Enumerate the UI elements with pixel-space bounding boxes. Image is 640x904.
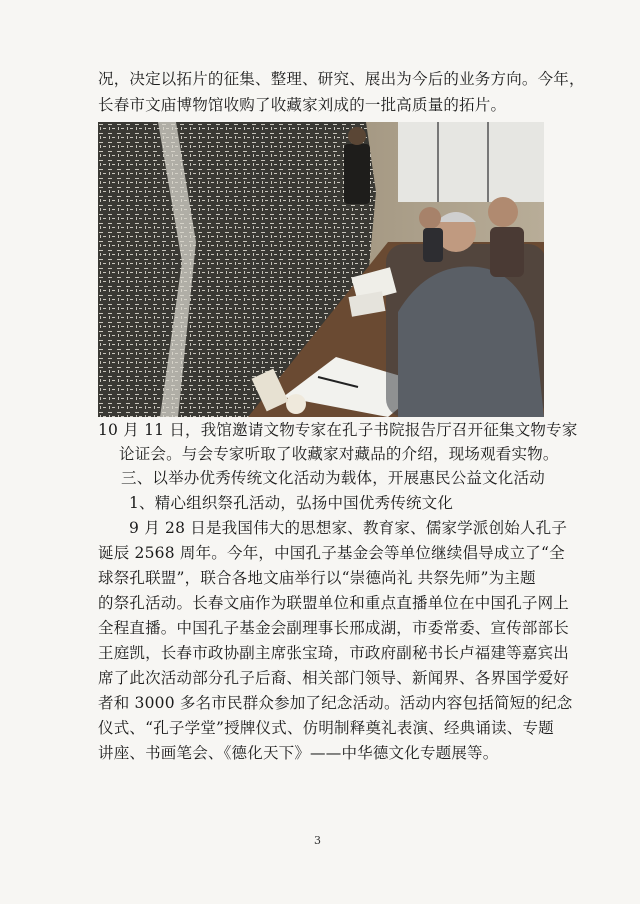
photo-caption-line-1: 10 月 11 日，我馆邀请文物专家在孔子书院报告厅召开征集文物专家: [98, 421, 578, 439]
meeting-photo: [98, 122, 544, 417]
photo-illustration: [98, 122, 544, 417]
subsection-heading: 1、精心组织祭孔活动，弘扬中国优秀传统文化: [129, 494, 454, 512]
page-number: 3: [314, 834, 321, 847]
body-line-6: 王庭凯，长春市政协副主席张宝琦，市政府副秘书长卢福建等嘉宾出: [98, 644, 570, 662]
intro-line-2: 长春市文庙博物馆收购了收藏家刘成的一批高质量的拓片。: [98, 96, 507, 114]
body-line-2: 诞辰 2568 周年。今年，中国孔子基金会等单位继续倡导成立了“全: [98, 544, 565, 562]
body-line-10: 讲座、书画笔会、《德化天下》——中华德文化专题展等。: [98, 744, 499, 762]
body-line-9: 仪式、“孔子学堂”授牌仪式、仿明制释奠礼表演、经典诵读、专题: [98, 719, 554, 737]
body-line-3: 球祭孔联盟”，联合各地文庙举行以“崇德尚礼 共祭先师”为主题: [98, 569, 536, 587]
body-line-7: 席了此次活动部分孔子后裔、相关部门领导、新闻界、各界国学爱好: [98, 669, 570, 687]
intro-line-1: 况，决定以拓片的征集、整理、研究、展出为今后的业务方向。今年，: [98, 70, 585, 88]
body-line-5: 全程直播。中国孔子基金会副理事长邢成湖，市委常委、宣传部部长: [98, 619, 570, 637]
body-line-4: 的祭孔活动。长春文庙作为联盟单位和重点直播单位在中国孔子网上: [98, 594, 570, 612]
body-line-1: 9 月 28 日是我国伟大的思想家、教育家、儒家学派创始人孔子: [129, 519, 568, 537]
section-heading: 三、以举办优秀传统文化活动为载体，开展惠民公益文化活动: [121, 469, 545, 487]
photo-caption-line-2: 论证会。与会专家听取了收藏家对藏品的介绍，现场观看实物。: [119, 445, 559, 463]
body-line-8: 者和 3000 多名市民群众参加了纪念活动。活动内容包括简短的纪念: [98, 694, 573, 712]
